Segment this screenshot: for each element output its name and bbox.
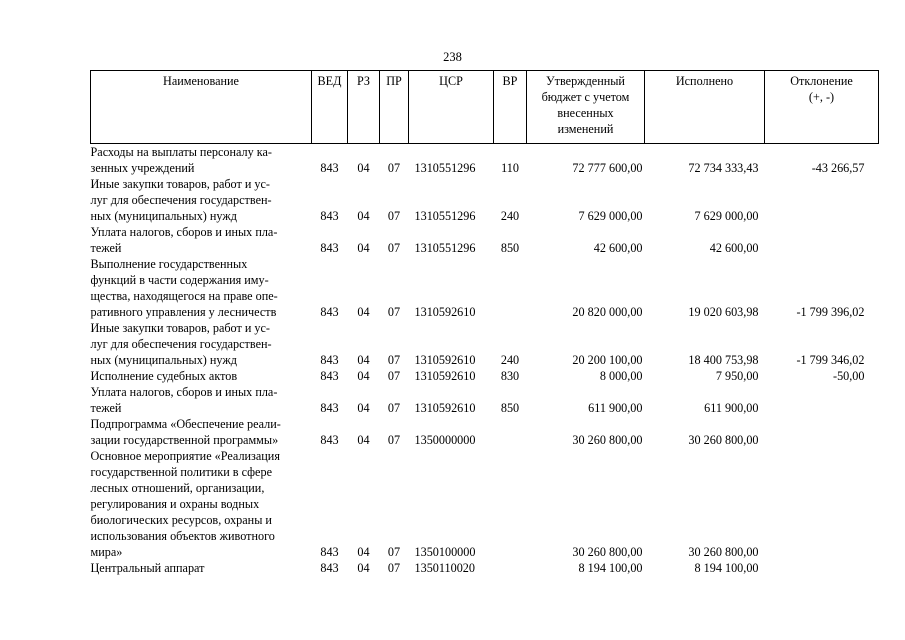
cell-vr: 240 [500, 353, 520, 367]
cell-name-line: Уплата налогов, сборов и иных пла- [90, 385, 278, 399]
cell-csr: 1310592610 [414, 369, 476, 383]
cell-approved: 42 600,00 [593, 241, 643, 255]
cell-vr [494, 416, 527, 448]
cell-csr: 1310551296 [414, 161, 476, 175]
header-deviation-line: Отклонение [790, 74, 853, 88]
cell-vr: 830 [500, 369, 520, 383]
cell-pr: 07 [387, 369, 401, 383]
cell-deviation [765, 176, 879, 224]
cell-executed: 72 734 333,43 [688, 161, 759, 175]
table-row [91, 560, 879, 576]
table-row [91, 144, 879, 177]
cell-name [91, 416, 312, 448]
cell-approved: 30 260 800,00 [572, 433, 643, 447]
cell-rz: 04 [357, 305, 370, 319]
cell-approved: 72 777 600,00 [572, 161, 643, 175]
cell-deviation [765, 224, 879, 256]
cell-ved: 843 [320, 209, 339, 223]
cell-vr [494, 256, 527, 320]
cell-csr: 1310592610 [414, 401, 476, 415]
cell-name-line: Выполнение государственных [90, 257, 248, 271]
cell-pr: 07 [387, 545, 401, 559]
cell-csr: 1310551296 [414, 209, 476, 223]
cell-name-line: ных (муниципальных) нужд [90, 353, 237, 367]
cell-name-line: луг для обеспечения государствен- [90, 337, 272, 351]
cell-pr: 07 [387, 209, 401, 223]
cell-csr: 1350110020 [414, 561, 475, 575]
cell-vr: 110 [501, 161, 519, 175]
cell-name-line: луг для обеспечения государствен- [90, 193, 272, 207]
cell-rz: 04 [357, 561, 370, 575]
header-approved-line: внесенных [557, 106, 614, 120]
cell-pr: 07 [387, 241, 401, 255]
cell-ved: 843 [320, 433, 339, 447]
cell-csr: 1350100000 [414, 545, 476, 559]
cell-deviation: -43 266,57 [811, 161, 865, 175]
cell-name-line: мира» [90, 545, 123, 559]
cell-rz: 04 [357, 433, 370, 447]
cell-vr [494, 448, 527, 560]
cell-name-line: зации государственной программы» [90, 433, 279, 447]
header-csr: ЦСР [409, 71, 494, 144]
cell-executed: 7 629 000,00 [694, 209, 759, 223]
cell-rz: 04 [357, 209, 370, 223]
header-deviation [765, 71, 879, 144]
cell-name-line: Уплата налогов, сборов и иных пла- [90, 225, 278, 239]
cell-approved: 611 900,00 [588, 401, 643, 415]
cell-executed: 18 400 753,98 [688, 353, 759, 367]
cell-approved: 8 000,00 [599, 369, 643, 383]
cell-executed: 30 260 800,00 [688, 433, 759, 447]
cell-name-line: щества, находящегося на праве опе- [90, 289, 278, 303]
cell-ved: 843 [320, 305, 339, 319]
cell-name-line: тежей [90, 401, 122, 415]
table-body [91, 144, 879, 577]
cell-name [91, 144, 312, 177]
cell-rz: 04 [357, 545, 370, 559]
cell-name-line: Центральный аппарат [90, 561, 205, 575]
cell-vr: 850 [500, 241, 520, 255]
table-header [91, 71, 879, 144]
cell-approved: 8 194 100,00 [578, 561, 643, 575]
table-row [91, 256, 879, 320]
cell-rz: 04 [357, 401, 370, 415]
cell-approved: 30 260 800,00 [572, 545, 643, 559]
cell-ved: 843 [320, 561, 339, 575]
cell-executed: 8 194 100,00 [694, 561, 759, 575]
cell-executed: 7 950,00 [715, 369, 759, 383]
cell-approved: 7 629 000,00 [578, 209, 643, 223]
header-ved: ВЕД [312, 71, 348, 144]
header-deviation-line: (+, -) [808, 90, 835, 104]
cell-name-line: ных (муниципальных) нужд [90, 209, 237, 223]
cell-ved: 843 [320, 545, 339, 559]
cell-deviation [765, 384, 879, 416]
cell-pr: 07 [387, 401, 401, 415]
cell-pr: 07 [387, 561, 401, 575]
cell-rz: 04 [357, 369, 370, 383]
cell-deviation [765, 448, 879, 560]
cell-name-line: лесных отношений, организации, [90, 481, 265, 495]
cell-ved: 843 [320, 401, 339, 415]
cell-deviation: -1 799 346,02 [796, 353, 865, 367]
cell-name-line: государственной политики в сфере [90, 465, 272, 479]
cell-name [91, 224, 312, 256]
cell-approved: 20 200 100,00 [572, 353, 643, 367]
cell-vr: 240 [500, 209, 520, 223]
cell-name [91, 176, 312, 224]
table-row [91, 320, 879, 368]
table-row [91, 448, 879, 560]
cell-executed: 19 020 603,98 [688, 305, 759, 319]
cell-executed: 42 600,00 [709, 241, 759, 255]
cell-name [91, 448, 312, 560]
cell-csr: 1310592610 [414, 305, 476, 319]
cell-name-line: Иные закупки товаров, работ и ус- [90, 321, 270, 335]
cell-deviation: -1 799 396,02 [796, 305, 865, 319]
cell-name-line: Расходы на выплаты персоналу ка- [90, 145, 272, 159]
cell-name [91, 368, 312, 384]
header-vr: ВР [494, 71, 527, 144]
cell-ved: 843 [320, 241, 339, 255]
cell-name-line: Исполнение судебных актов [90, 369, 238, 383]
cell-csr: 1350000000 [414, 433, 476, 447]
header-approved-line: бюджет с учетом [541, 90, 630, 104]
page-number: 238 [443, 50, 462, 64]
cell-name-line: Иные закупки товаров, работ и ус- [90, 177, 270, 191]
cell-vr [494, 560, 527, 576]
cell-rz: 04 [357, 241, 370, 255]
header-approved-line: Утвержденный [546, 74, 625, 88]
cell-name-line: регулирования и охраны водных [90, 497, 260, 511]
cell-executed: 611 900,00 [704, 401, 759, 415]
cell-name-line: биологических ресурсов, охраны и [90, 513, 272, 527]
cell-csr: 1310592610 [414, 353, 476, 367]
cell-csr: 1310551296 [414, 241, 476, 255]
cell-name-line: зенных учреждений [90, 161, 195, 175]
cell-rz: 04 [357, 353, 370, 367]
cell-deviation: -50,00 [833, 369, 865, 383]
cell-ved: 843 [320, 353, 339, 367]
cell-rz: 04 [357, 161, 370, 175]
table-row [91, 176, 879, 224]
cell-name [91, 384, 312, 416]
cell-deviation [765, 560, 879, 576]
cell-ved: 843 [320, 369, 339, 383]
cell-ved: 843 [320, 161, 339, 175]
cell-name [91, 256, 312, 320]
cell-name-line: Подпрограмма «Обеспечение реали- [90, 417, 281, 431]
cell-name [91, 560, 312, 576]
cell-pr: 07 [387, 433, 401, 447]
header-pr: ПР [380, 71, 409, 144]
table-row [91, 416, 879, 448]
header-name: Наименование [91, 71, 312, 144]
table-row [91, 384, 879, 416]
cell-name-line: тежей [90, 241, 122, 255]
table-row [91, 224, 879, 256]
cell-executed: 30 260 800,00 [688, 545, 759, 559]
cell-name [91, 320, 312, 368]
cell-name-line: Основное мероприятие «Реализация [90, 449, 280, 463]
cell-vr: 850 [500, 401, 520, 415]
cell-name-line: ративного управления у лесничеств [90, 305, 277, 319]
cell-deviation [765, 416, 879, 448]
header-approved-line: изменений [557, 122, 614, 136]
header-executed: Исполнено [645, 71, 765, 144]
table-row [91, 368, 879, 384]
header-rz: РЗ [348, 71, 380, 144]
cell-name-line: использования объектов животного [90, 529, 275, 543]
budget-table [90, 70, 879, 576]
cell-pr: 07 [387, 353, 401, 367]
cell-approved: 20 820 000,00 [572, 305, 643, 319]
header-approved [527, 71, 645, 144]
cell-pr: 07 [387, 161, 401, 175]
cell-name-line: функций в части содержания иму- [90, 273, 269, 287]
cell-pr: 07 [387, 305, 401, 319]
